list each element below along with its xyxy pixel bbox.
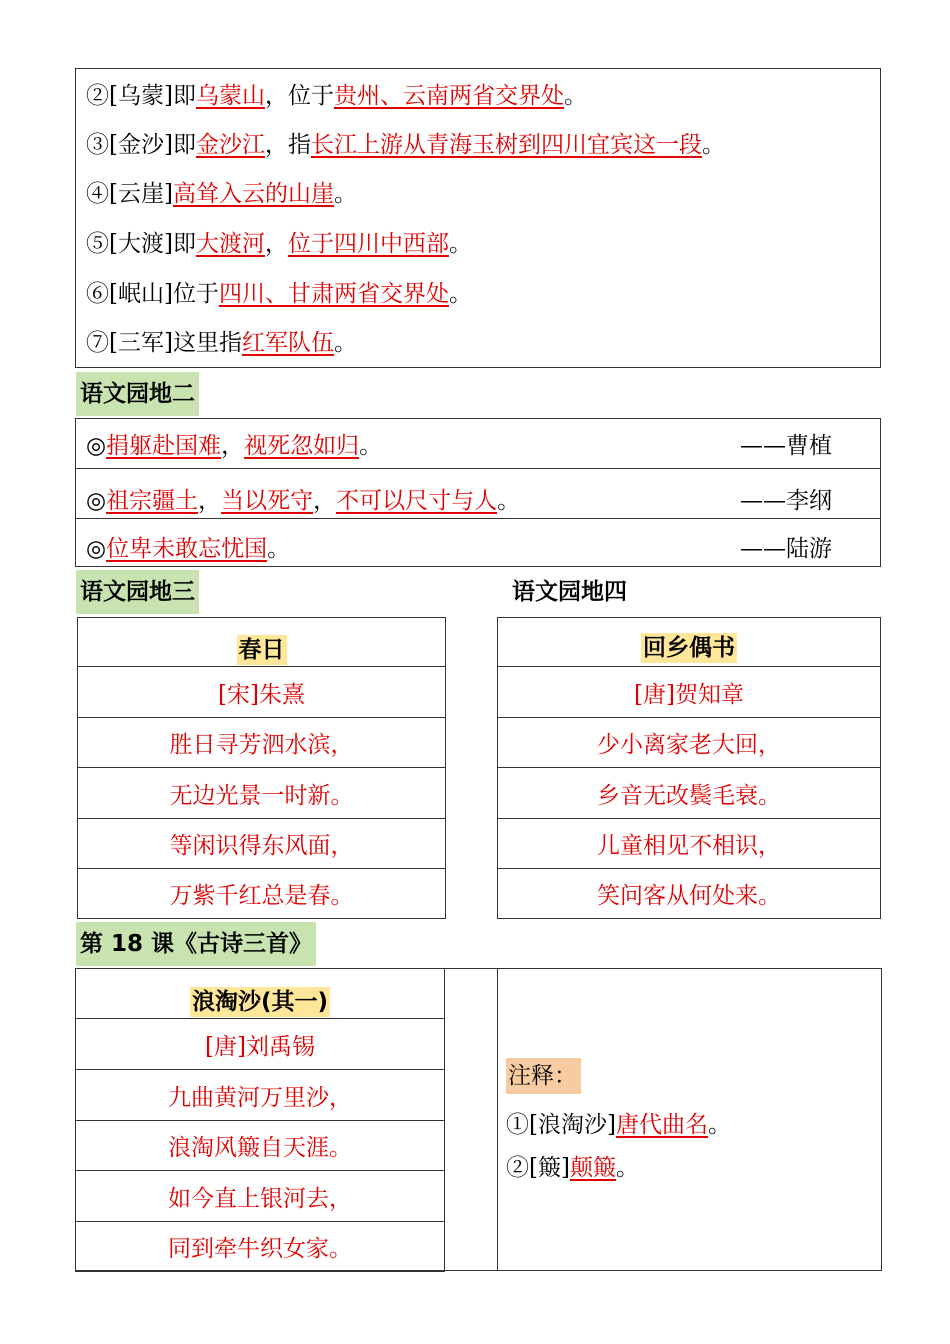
poem-title-cell [498,618,881,667]
poem-line: 浪淘风簸自天涯。 [76,1121,445,1171]
note-line: ⑥[岷山]位于四川、甘肃两省交界处。 [86,281,472,307]
note-line: ④[云崖]高耸入云的山崖。 [86,181,357,207]
poem-title: 浪淘沙(其一) [191,989,329,1015]
quote-text: ◎位卑未敢忘忧国。 [86,536,291,562]
poem-title: 回乡偶书 [643,635,735,661]
quote-row [76,469,880,519]
poem-author: [唐]贺知章 [498,667,881,718]
poem-line: 无边光景一时新。 [78,768,446,819]
poem-line: 九曲黄河万里沙， [76,1070,445,1121]
note-line: ③[金沙]即金沙江，指长江上游从青海玉树到四川宜宾这一段。 [86,132,725,158]
poem-author: [宋]朱熹 [78,667,446,718]
note-line: ②[乌蒙]即乌蒙山，位于贵州、云南两省交界处。 [86,83,587,109]
quote-author: ——陆游 [740,536,832,562]
poem-title: 春日 [238,637,285,663]
poem-line: 同到牵牛织女家。 [76,1222,445,1272]
poem-line: 笑问客从何处来。 [498,869,881,919]
section-heading-yuwen-2: 语文园地二 [76,372,199,416]
poem-line: 等闲识得东风面， [78,819,446,869]
poem-table-chunri [77,617,446,919]
note-line: ①[浪淘沙]唐代曲名。 [506,1112,731,1138]
quote-text: ◎捐躯赴国难，视死忽如归。 [86,433,383,459]
poem-table-huixiang [497,617,881,919]
poem-line: 胜日寻芳泗水滨， [78,718,446,768]
poem-title-cell [78,618,446,667]
note-line: ②[簸]颠簸。 [506,1155,639,1181]
section-heading-yuwen-4: 语文园地四 [508,570,631,614]
poem-table-langtaosha [75,968,445,1272]
note-line: ⑦[三军]这里指红军队伍。 [86,330,357,356]
quote-text: ◎祖宗疆土，当以死守，不可以尺寸与人。 [86,488,521,514]
poem-line: 乡音无改鬓毛衰。 [498,768,881,819]
lesson-18-heading: 第 18 课《古诗三首》 [76,922,316,966]
poem-author: [唐]刘禹锡 [76,1019,445,1070]
notes-box-top [75,68,881,368]
poem-line: 少小离家老大回， [498,718,881,768]
section-heading-yuwen-3: 语文园地三 [76,570,199,614]
notes-title: 注释： [506,1058,581,1094]
quote-author: ——曹植 [740,433,832,459]
poem-line: 如今直上银河去， [76,1171,445,1222]
quote-author: ——李纲 [740,488,832,514]
quote-row [76,419,880,469]
quotes-box [75,418,881,567]
column-divider [497,968,498,1271]
poem-line: 儿童相见不相识， [498,819,881,869]
quote-row [76,519,880,567]
poem-line: 万紫千红总是春。 [78,869,446,919]
poem-title-cell [76,969,445,1019]
note-line: ⑤[大渡]即大渡河，位于四川中西部。 [86,231,472,257]
